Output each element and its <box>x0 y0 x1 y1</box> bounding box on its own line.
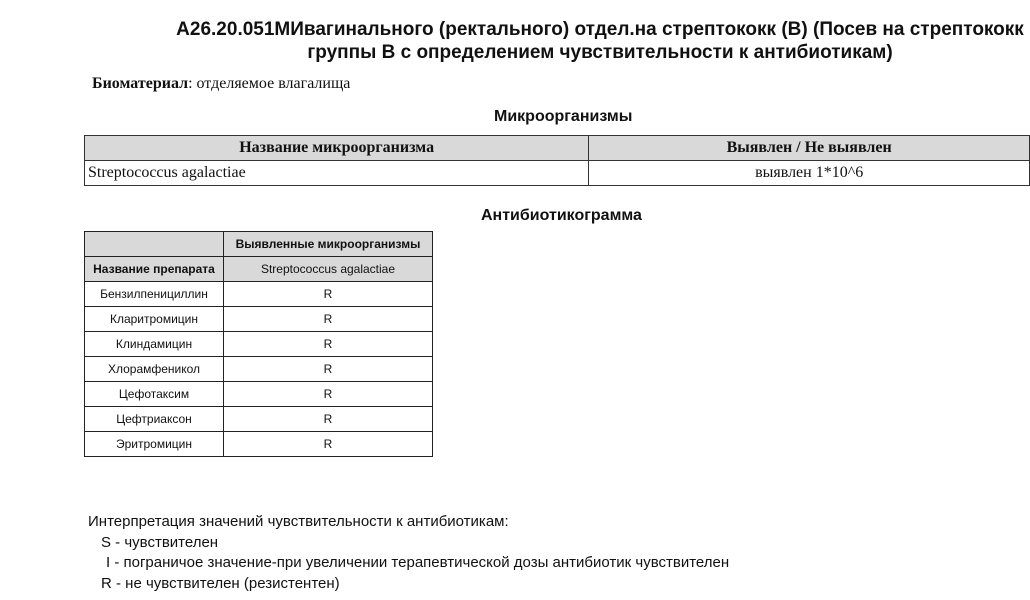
detection-status-header: Выявлен / Не выявлен <box>589 136 1030 161</box>
table-row <box>85 432 433 457</box>
sensitivity-cell: R <box>224 432 433 457</box>
detection-status-cell: выявлен 1*10^6 <box>589 161 1030 186</box>
sensitivity-cell: R <box>224 382 433 407</box>
biomaterial-separator: : <box>188 75 197 92</box>
drug-name-cell: Бензилпенициллин <box>85 282 224 307</box>
sensitivity-cell: R <box>224 332 433 357</box>
drug-name-cell: Кларитромицин <box>85 307 224 332</box>
table-row <box>85 382 433 407</box>
legend-item-r: R - не чувствителен (резистентен) <box>101 574 340 592</box>
microorganism-name-cell: Streptococcus agalactiae <box>85 161 589 186</box>
table-row <box>85 161 1030 186</box>
biomaterial-label: Биоматериал <box>92 75 189 92</box>
table-row <box>85 332 433 357</box>
microorganism-name-header: Название микроорганизма <box>85 136 589 161</box>
microorganisms-header-row <box>85 136 1030 161</box>
table-row <box>85 282 433 307</box>
microorganisms-heading: Микроорганизмы <box>494 108 633 125</box>
antibiogram-subheader-row <box>85 257 433 282</box>
table-row <box>85 407 433 432</box>
biomaterial-value: отделяемое влагалища <box>196 75 351 92</box>
drug-name-cell: Хлорамфеникол <box>85 357 224 382</box>
detected-organisms-header: Выявленные микроорганизмы <box>224 232 433 257</box>
interpretation-legend <box>88 512 729 594</box>
drug-name-header: Название препарата <box>85 257 224 282</box>
antibiogram-header-row <box>85 232 433 257</box>
drug-name-cell: Клиндамицин <box>85 332 224 357</box>
legend-item-i: I - пограничое значение-при увеличении терапевтической дозы антибиотик чувствителен <box>106 554 730 571</box>
biomaterial-line <box>92 75 350 93</box>
drug-name-cell: Цефотаксим <box>85 382 224 407</box>
antibiogram-table <box>84 231 433 457</box>
sensitivity-cell: R <box>224 282 433 307</box>
report-title-line-2: группы В с определением чувствительности к антибиотикам) <box>307 42 893 63</box>
sensitivity-cell: R <box>224 407 433 432</box>
legend-item-s: S - чувствителен <box>101 533 219 551</box>
empty-corner-cell <box>85 232 224 257</box>
table-row <box>85 307 433 332</box>
organism-name-header: Streptococcus agalactiae <box>224 257 433 282</box>
sensitivity-cell: R <box>224 357 433 382</box>
antibiogram-heading: Антибиотикограмма <box>481 207 642 224</box>
microorganisms-table <box>84 135 1030 186</box>
sensitivity-cell: R <box>224 307 433 332</box>
drug-name-cell: Эритромицин <box>85 432 224 457</box>
legend-title: Интерпретация значений чувствительности к антибиотикам: <box>88 513 509 530</box>
report-title-line-1: A26.20.051МИвагинального (ректального) отдел.на стрептококк (В) (Посев на стрептококк <box>176 19 1024 40</box>
drug-name-cell: Цефтриаксон <box>85 407 224 432</box>
table-row <box>85 357 433 382</box>
report-title <box>0 18 1030 64</box>
